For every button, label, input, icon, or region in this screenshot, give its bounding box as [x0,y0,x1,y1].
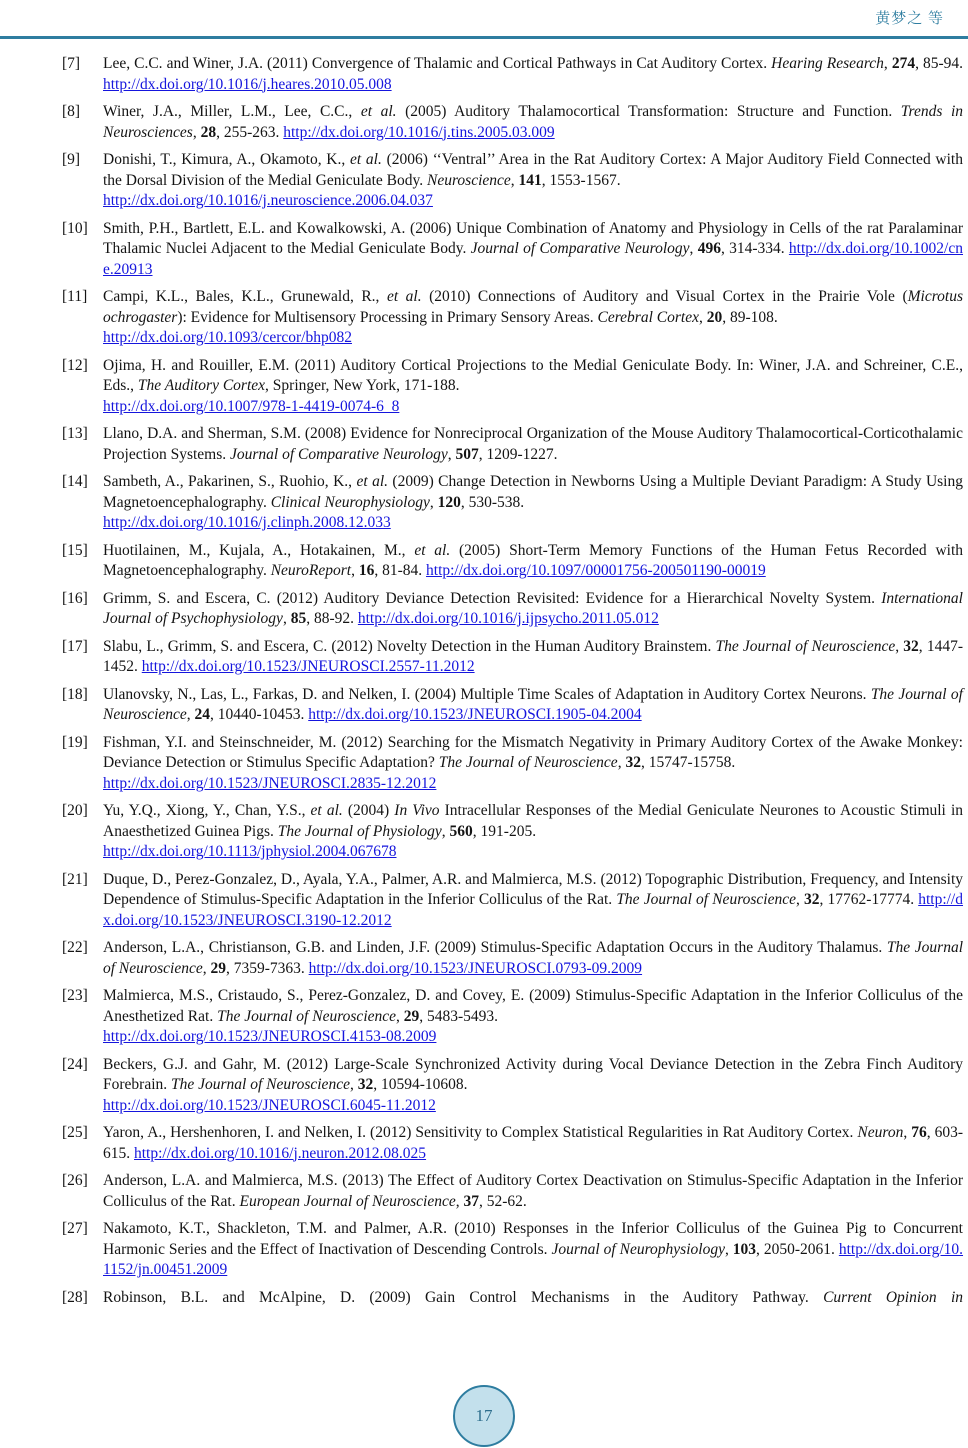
italic-text: Journal of Neurophysiology [551,1240,725,1258]
reference-text [103,219,963,281]
text-run: Winer, J.A., Miller, L.M., Lee, C.C., [103,103,361,120]
reference-text [103,589,963,630]
italic-text: European Journal of Neuroscience [239,1192,456,1210]
text-run: ): Evidence for Multisensory Processing in Primary Sensory Areas. [177,308,598,326]
reference-item [62,54,963,95]
text-run: , 2050-2061. [756,1240,839,1258]
text-run: (2009) Change Detection in Newborns Using a Multiple Deviant Paradigm: A Study Using Magnetoencephalography. [103,473,963,511]
text-run: , [895,637,904,655]
reference-text [103,801,963,863]
italic-text: et al. [356,473,388,490]
bold-text: 85 [290,610,307,627]
doi-link[interactable]: http://dx.doi.org/10.1523/JNEUROSCI.0793-09.2009 [308,959,643,977]
text-run: , [351,562,359,579]
header-authors: 黄梦之 等 [875,11,944,27]
reference-text [103,938,963,979]
italic-text: Trends in Neurosciences [103,103,963,141]
doi-link[interactable]: http://dx.doi.org/10.1016/j.ijpsycho.2011.05.012 [357,610,659,627]
bold-text: 29 [403,1007,420,1025]
text-run: Grimm, S. and Escera, C. (2012) Auditory Deviance Detection Revisited: Evidence for a Hierarchical Novelty System. [103,589,882,607]
reference-item [62,102,963,143]
reference-text [103,424,963,465]
text-run: , [429,493,438,511]
reference-item [62,287,963,349]
text-run: Slabu, L., Grimm, S. and Escera, C. (2012) Novelty Detection in the Human Auditory Brainstem. [103,637,716,655]
text-run: , 10440-10453. [210,706,309,723]
doi-link[interactable]: http://dx.doi.org/10.1016/j.neuron.2012.08.025 [134,1144,427,1162]
reference-item [62,541,963,582]
italic-text: The Journal of Neuroscience [438,754,618,771]
text-run: , [796,891,805,908]
text-run: , [349,1076,358,1093]
italic-text: The Journal of Neuroscience [103,685,963,723]
bold-text: 20 [706,308,723,326]
text-run: Sambeth, A., Pakarinen, S., Ruohio, K., [103,473,357,490]
reference-number: [15] [62,541,88,559]
text-run: Ulanovsky, N., Las, L., Farkas, D. and Nelken, I. (2004) Multiple Time Scales of Adaptation in Auditory Cortex Neurons. [103,685,871,703]
reference-text [103,1288,963,1309]
reference-number: [7] [62,55,81,72]
text-run: , 15747-15758. [640,754,736,771]
text-run: , [724,1240,733,1258]
bold-text: 103 [732,1240,757,1258]
text-run: , [698,308,707,326]
reference-number: [10] [62,219,88,237]
bold-text: 37 [463,1192,479,1210]
doi-link[interactable]: http://dx.doi.org/10.1002/cne.20913 [103,240,963,278]
reference-item [62,685,963,726]
italic-text: Neuron [857,1124,904,1141]
reference-number: [11] [62,288,88,305]
text-run: , 10594-10608. [373,1076,468,1093]
reference-item [62,870,963,932]
bold-text: 507 [455,445,479,463]
text-run: , [689,240,698,257]
text-run: , [903,1124,912,1141]
italic-text: The Journal of Neuroscience [171,1076,350,1093]
text-run: , [282,610,291,627]
doi-link[interactable]: http://dx.doi.org/10.1016/j.neuroscience.2006.04.037 [103,192,433,209]
italic-text: et al. [414,541,451,559]
reference-text [103,870,963,932]
text-run: , 1553-1567. [541,171,621,189]
reference-text [103,1171,963,1212]
italic-text: In Vivo [394,802,440,819]
text-run: (2005) Auditory Thalamocortical Transformation: Structure and Function. [396,103,901,120]
reference-text [103,472,963,534]
bold-text: 496 [697,240,721,257]
italic-text: The Auditory Cortex [137,377,266,394]
reference-number: [12] [62,356,88,374]
reference-item [62,733,963,795]
doi-link[interactable]: http://dx.doi.org/10.1016/j.heares.2010.05.008 [103,75,392,93]
text-run: , 81-84. [374,562,427,579]
text-run: , 1209-1227. [478,445,558,463]
doi-link[interactable]: http://dx.doi.org/10.1523/JNEUROSCI.3190-12.2012 [103,891,963,929]
reference-item [62,1171,963,1212]
doi-link[interactable]: http://dx.doi.org/10.1113/jphysiol.2004.067678 [103,843,397,860]
italic-text: International Journal of Psychophysiology [103,589,963,627]
text-run: Robinson, B.L. and McAlpine, D. (2009) Gain Control Mechanisms in the Auditory Pathway. [103,1288,824,1306]
text-run: , 17762-17774. [819,891,919,908]
reference-number: [16] [62,589,88,607]
doi-link[interactable]: http://dx.doi.org/10.1093/cercor/bhp082 [103,329,352,346]
reference-number: [8] [62,103,81,120]
text-run: Ojima, H. and Rouiller, E.M. (2011) Auditory Cortical Projections to the Medial Geniculate Body. In: Winer, J.A. and Schreiner, C.E., Eds., [103,356,963,394]
doi-link[interactable]: http://dx.doi.org/10.1097/00001756-200501190-00019 [426,562,766,579]
text-run: , [186,706,195,723]
reference-text [103,986,963,1048]
reference-number: [22] [62,939,88,956]
text-run: Yaron, A., Hershenhoren, I. and Nelken, I. (2012) Sensitivity to Complex Statistical Regularities in Rat Auditory Cortex. [103,1124,858,1141]
reference-number: [27] [62,1220,88,1237]
reference-text [103,102,963,143]
doi-link[interactable]: http://dx.doi.org/10.1007/978-1-4419-0074-6_8 [103,397,400,415]
bold-text: 28 [200,123,217,141]
italic-text: The Journal of Neuroscience [616,891,797,908]
text-run: , 89-108. [722,308,778,326]
reference-text [103,1123,963,1164]
reference-text [103,287,963,349]
doi-link[interactable]: http://dx.doi.org/10.1523/JNEUROSCI.2557-11.2012 [141,658,475,675]
reference-item [62,1288,963,1309]
text-run: , 191-205. [472,822,537,840]
reference-text [103,541,963,582]
italic-text: et al. [360,103,397,120]
reference-number: [24] [62,1055,88,1073]
reference-text [103,637,963,678]
text-run: Anderson, L.A., Christianson, G.B. and Linden, J.F. (2009) Stimulus-Specific Adaptation Occurs in the Auditory Thalamus. [103,939,887,956]
reference-number: [28] [62,1288,88,1306]
text-run: , 530-538. [460,493,525,511]
text-run: , 314-334. [720,240,789,257]
text-run: Malmierca, M.S., Cristaudo, S., Perez-Gonzalez, D. and Covey, E. (2009) Stimulus-Specific Adaptation in the Inferior Colliculus of the Anesthetized Rat. [103,987,963,1025]
text-run: , 1447-1452. [103,637,963,675]
page-number: 17 [475,1406,493,1425]
italic-text: Current Opinion in [823,1288,963,1306]
text-run: (2006) ‘‘Ventral’’ Area in the Rat Auditory Cortex: A Major Auditory Field Connected with the Dorsal Division of the Medial Geniculate Body. [103,151,963,189]
text-run: Llano, D.A. and Sherman, S.M. (2008) Evidence for Nonreciprocal Organization of the Mouse Auditory Thalamocortical-Corticothalamic Projection Systems. [103,425,963,463]
reference-item [62,637,963,678]
text-run: , [447,445,456,463]
text-run: , 5483-5493. [419,1007,499,1025]
text-run: Huotilainen, M., Kujala, A., Hotakainen, M., [103,541,415,559]
doi-link[interactable]: http://dx.doi.org/10.1152/jn.00451.2009 [103,1240,964,1278]
bold-text: 32 [903,637,919,655]
text-run: , [202,959,211,977]
italic-text: Clinical Neurophysiology [270,493,430,511]
text-run: , [510,171,519,189]
doi-link[interactable]: http://dx.doi.org/10.1016/j.clinph.2008.12.033 [103,514,391,531]
text-run: (2004) [342,802,395,819]
bold-text: 32 [357,1076,374,1093]
reference-number: [26] [62,1172,88,1189]
italic-text: Journal of Comparative Neurology [230,445,448,463]
reference-text [103,685,963,726]
reference-number: [20] [62,802,88,819]
bold-text: 141 [518,171,542,189]
bold-text: 29 [210,959,226,977]
reference-number: [25] [62,1124,88,1141]
page-number-badge [453,1385,515,1447]
italic-text: NeuroReport [270,562,352,579]
reference-list [0,39,968,1308]
reference-text [103,150,963,212]
reference-number: [13] [62,425,88,442]
reference-item [62,938,963,979]
reference-item [62,589,963,630]
text-run: , 255-263. [216,123,284,141]
reference-item [62,986,963,1048]
reference-number: [23] [62,987,88,1004]
reference-number: [9] [62,151,81,168]
text-run: , 7359-7363. [225,959,309,977]
italic-text: The Journal of Neuroscience [715,637,896,655]
text-run: Anderson, L.A. and Malmierca, M.S. (2013) The Effect of Auditory Cortex Deactivation on Stimulus-Specific Adaptation in the Inferior Colliculus of the Rat. [103,1172,963,1210]
text-run: Campi, K.L., Bales, K.L., Grunewald, R., [103,288,387,305]
reference-number: [18] [62,685,88,703]
reference-item [62,219,963,281]
bold-text: 274 [891,55,916,72]
italic-text: Hearing Research [771,55,884,72]
page-header [0,0,968,36]
bold-text: 32 [625,754,641,771]
italic-text: The Journal of Physiology [277,822,442,840]
reference-number: [19] [62,733,88,751]
text-run: (2010) Connections of Auditory and Visual Cortex in the Prairie Vole ( [421,288,908,305]
text-run: , 603-615. [103,1124,964,1162]
bold-text: 120 [437,493,461,511]
doi-link[interactable]: http://dx.doi.org/10.1016/j.tins.2005.03.009 [283,123,555,141]
doi-link[interactable]: http://dx.doi.org/10.1523/JNEUROSCI.6045-11.2012 [103,1096,436,1114]
italic-text: Journal of Comparative Neurology [470,240,690,257]
text-run: Duque, D., Perez-Gonzalez, D., Ayala, Y.A., Palmer, A.R. and Malmierca, M.S. (2012) Topographic Distribution, Frequency, and Intensity Dependence of Stimulus-Specific Adaptation in the Inferior Colliculus of the Rat. [103,870,963,908]
reference-text [103,1219,963,1281]
bold-text: 24 [194,706,211,723]
italic-text: The Journal of Neuroscience [103,939,964,977]
text-run: , [617,754,626,771]
bold-text: 560 [449,822,473,840]
text-run: Smith, P.H., Bartlett, E.L. and Kowalkowski, A. (2006) Unique Combination of Anatomy and Physiology in Cells of the rat Paralaminar Thalamic Nuclei Adjacent to the Medial Geniculate Body. [103,219,963,257]
reference-item [62,801,963,863]
reference-item [62,424,963,465]
reference-item [62,356,963,418]
italic-text: Microtus ochrogaster [103,288,964,326]
text-run: , [883,55,892,72]
reference-number: [14] [62,473,88,490]
italic-text: et al. [349,151,382,168]
italic-text: Cerebral Cortex [597,308,699,326]
doi-link[interactable]: http://dx.doi.org/10.1523/JNEUROSCI.1905-04.2004 [308,706,642,723]
doi-link[interactable]: http://dx.doi.org/10.1523/JNEUROSCI.4153-08.2009 [103,1028,437,1045]
text-run: (2005) Short-Term Memory Functions of the Human Fetus Recorded with Magnetoencephalography. [103,541,963,579]
reference-text [103,733,963,795]
text-run: , 85-94. [915,55,963,72]
italic-text: et al. [386,288,422,305]
text-run: , 52-62. [478,1192,527,1210]
reference-text [103,1055,963,1117]
text-run: Intracellular Responses of the Medial Geniculate Neurones to Acoustic Stimuli in Anaesthetized Guinea Pigs. [103,802,964,840]
text-run: Fishman, Y.I. and Steinschneider, M. (2012) Searching for the Mismatch Negativity in Primary Auditory Cortex of the Awake Monkey: Deviance Detection or Stimulus Specific Adaptation? [103,733,963,771]
text-run: Beckers, G.J. and Gahr, M. (2012) Large-Scale Synchronized Activity during Vocal Deviance Detection in the Zebra Finch Auditory Forebrain. [103,1055,963,1093]
text-run: , [192,123,201,141]
reference-text [103,356,963,418]
text-run: Nakamoto, K.T., Shackleton, T.M. and Palmer, A.R. (2010) Responses in the Inferior Colliculus of the Guinea Pig to Concurrent Harmonic Series and the Effect of Inactivation of Descending Controls. [103,1220,963,1258]
bold-text: 32 [804,891,820,908]
reference-number: [21] [62,870,88,888]
reference-item [62,472,963,534]
text-run: , [441,822,450,840]
text-run: , [455,1192,464,1210]
reference-item [62,1123,963,1164]
italic-text: The Journal of Neuroscience [217,1007,397,1025]
text-run: , [396,1007,404,1025]
italic-text: Neuroscience [427,171,511,189]
text-run: , Springer, New York, 171-188. [265,377,460,394]
bold-text: 16 [358,562,375,579]
reference-item [62,1055,963,1117]
text-run: Donishi, T., Kimura, A., Okamoto, K., [103,151,350,168]
reference-number: [17] [62,637,88,655]
bold-text: 76 [911,1124,927,1141]
italic-text: et al. [310,802,343,819]
reference-item [62,1219,963,1281]
reference-text [103,54,963,95]
text-run: , 88-92. [306,610,358,627]
text-run: Lee, C.C. and Winer, J.A. (2011) Convergence of Thalamic and Cortical Pathways in Cat Auditory Cortex. [103,55,772,72]
page-footer [0,1385,968,1447]
doi-link[interactable]: http://dx.doi.org/10.1523/JNEUROSCI.2835-12.2012 [103,774,437,792]
text-run: Yu, Y.Q., Xiong, Y., Chan, Y.S., [103,802,311,819]
reference-item [62,150,963,212]
